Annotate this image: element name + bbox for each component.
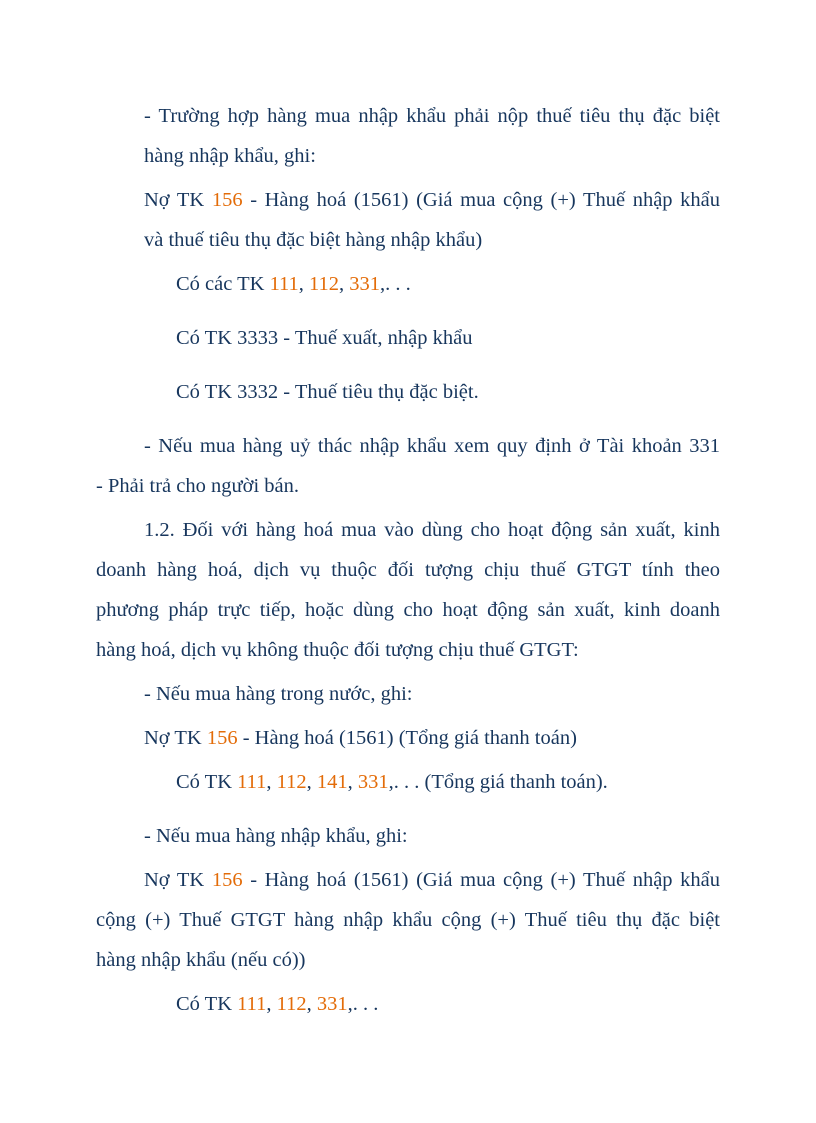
paragraph-entrusted-import <box>96 426 720 506</box>
entry-credit-import <box>96 984 720 1024</box>
separator: , <box>298 273 310 295</box>
account-link-331[interactable]: 331 <box>357 771 389 793</box>
entry-prefix: Có TK <box>176 771 238 793</box>
account-link-112[interactable]: 112 <box>276 771 307 793</box>
account-link-111[interactable]: 111 <box>237 993 267 1015</box>
entry-credit-3333: Có TK 3333 - Thuế xuất, nhập khẩu <box>176 327 473 349</box>
separator: , <box>266 771 277 793</box>
text-line: - Phải trả cho người bán. <box>96 475 299 497</box>
text-line: hàng nhập khẩu (nếu có)) <box>96 949 306 971</box>
text-line: phương pháp trực tiếp, hoặc dùng cho hoạt động sản xuất, kinh doanh <box>96 599 720 621</box>
entry-credit-accounts <box>96 264 720 304</box>
text-line <box>96 860 720 900</box>
text-line: doanh hàng hoá, dịch vụ thuộc đối tượng chịu thuế GTGT tính theo <box>96 559 720 581</box>
account-link-112[interactable]: 112 <box>309 273 340 295</box>
document-page <box>96 96 720 1038</box>
account-link-156[interactable]: 156 <box>211 189 243 211</box>
text-line: - Nếu mua hàng uỷ thác nhập khẩu xem quy định ở Tài khoản 331 <box>144 435 720 457</box>
text-line: và thuế tiêu thụ đặc biệt hàng nhập khẩu) <box>144 229 483 251</box>
account-link-331[interactable]: 331 <box>316 993 348 1015</box>
account-link-111[interactable]: 111 <box>269 273 299 295</box>
entry-suffix: ,. . . (Tổng giá thanh toán). <box>388 771 608 793</box>
text-line: - Trường hợp hàng mua nhập khẩu phải nộp thuế tiêu thụ đặc biệt <box>144 105 720 127</box>
entry-suffix: ,. . . <box>347 993 379 1015</box>
entry-prefix: Có các TK <box>176 273 270 295</box>
entry-suffix: ,. . . <box>380 273 411 295</box>
separator: , <box>347 771 358 793</box>
paragraph-import-purchase: - Nếu mua hàng nhập khẩu, ghi: <box>144 825 408 847</box>
text-line: cộng (+) Thuế GTGT hàng nhập khẩu cộng (+) Thuế tiêu thụ đặc biệt <box>96 909 720 931</box>
entry-debit-156-import-vat <box>96 860 720 980</box>
entry-credit-domestic <box>96 762 720 802</box>
account-link-112[interactable]: 112 <box>276 993 307 1015</box>
account-link-156[interactable]: 156 <box>206 727 238 749</box>
entry-debit-156-domestic <box>96 718 720 758</box>
text-line: 1.2. Đối với hàng hoá mua vào dùng cho hoạt động sản xuất, kinh <box>144 519 720 541</box>
entry-prefix: Có TK <box>176 993 238 1015</box>
account-link-156[interactable]: 156 <box>211 869 243 891</box>
account-link-141[interactable]: 141 <box>316 771 348 793</box>
account-link-331[interactable]: 331 <box>349 273 381 295</box>
entry-text: - Hàng hoá (1561) (Giá mua cộng (+) Thuế nhập khẩu <box>242 869 720 891</box>
text-line: hàng hoá, dịch vụ không thuộc đối tượng chịu thuế GTGT: <box>96 639 579 661</box>
separator: , <box>306 771 317 793</box>
text-line: hàng nhập khẩu, ghi: <box>144 145 316 167</box>
separator: , <box>306 993 317 1015</box>
entry-text: - Hàng hoá (1561) (Giá mua cộng (+) Thuế nhập khẩu <box>242 189 720 211</box>
entry-text: - Hàng hoá (1561) (Tổng giá thanh toán) <box>237 727 577 749</box>
account-link-111[interactable]: 111 <box>237 771 267 793</box>
separator: , <box>266 993 277 1015</box>
separator: , <box>339 273 350 295</box>
text-line <box>96 180 720 220</box>
entry-prefix: Nợ TK <box>144 189 212 211</box>
paragraph-domestic-purchase: - Nếu mua hàng trong nước, ghi: <box>144 683 413 705</box>
entry-debit-156-import <box>96 180 720 260</box>
entry-prefix: Nợ TK <box>144 727 207 749</box>
paragraph-import-excise <box>96 96 720 176</box>
entry-credit-3332: Có TK 3332 - Thuế tiêu thụ đặc biệt. <box>176 381 479 403</box>
paragraph-section-1-2 <box>96 510 720 670</box>
entry-prefix: Nợ TK <box>144 869 212 891</box>
